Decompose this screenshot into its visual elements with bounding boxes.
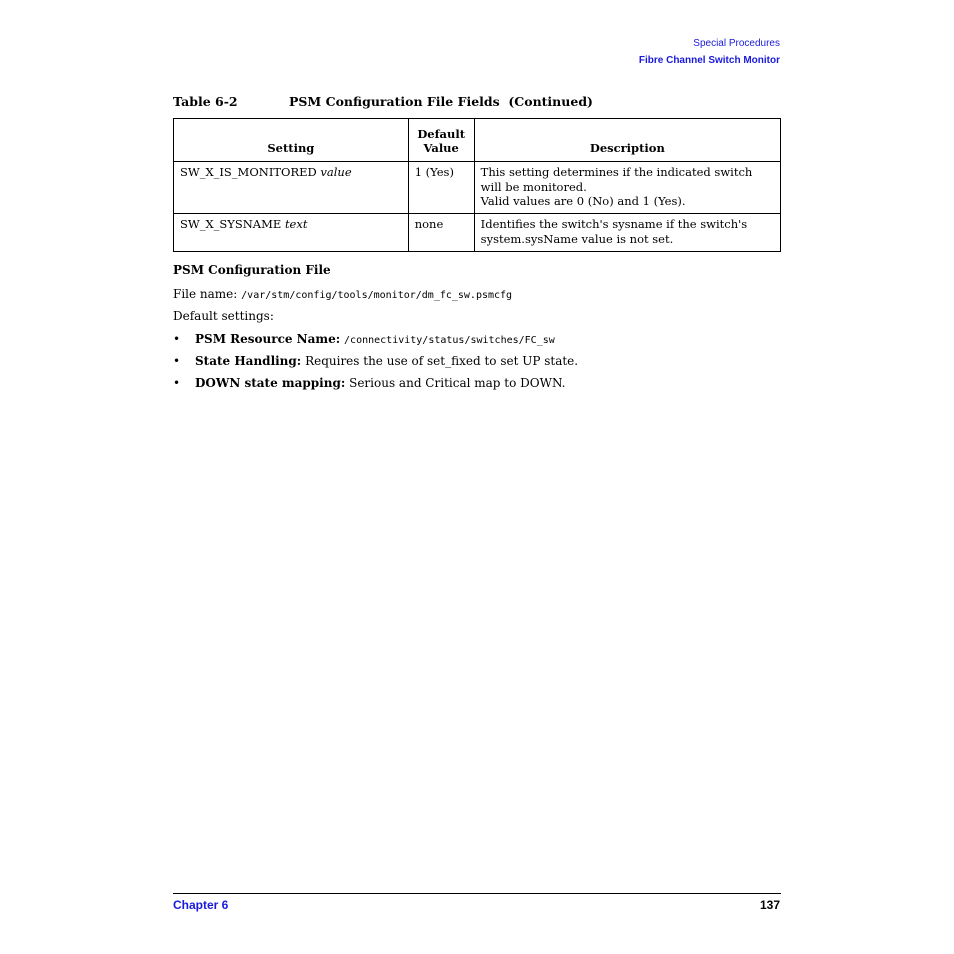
footer-divider: [173, 893, 781, 894]
bullet-label: State Handling:: [195, 354, 302, 368]
cell-setting: [174, 214, 409, 252]
table-row: [174, 162, 781, 214]
bullet-text: Serious and Critical map to DOWN.: [349, 376, 566, 390]
description-text: Valid values are 0 (No) and 1 (Yes).: [480, 194, 686, 208]
column-header-default-line2: Value: [423, 141, 459, 155]
bullet-glyph: •: [173, 376, 181, 390]
file-name-label: File name:: [173, 287, 238, 301]
list-item: [173, 332, 773, 354]
bullet-label: PSM Resource Name:: [195, 332, 341, 346]
running-header-section: Special Procedures: [693, 38, 780, 49]
list-item: [173, 376, 773, 398]
column-header-description: Description: [474, 119, 780, 162]
table-number: Table 6-2: [173, 94, 238, 109]
setting-name: SW_X_IS_MONITORED: [180, 165, 317, 179]
setting-argument: value: [320, 165, 352, 179]
bullet-glyph: •: [173, 354, 181, 368]
description-text: Identifies the switch's sysname if the switch's system.sysName value is not set.: [480, 217, 748, 246]
description-text: This setting determines if the indicated switch will be monitored.: [480, 165, 753, 194]
list-item: [173, 354, 773, 376]
config-fields-table: [173, 118, 781, 252]
page-number: 137: [759, 898, 780, 912]
footer-chapter: Chapter 6: [173, 898, 229, 912]
default-settings-list: [173, 332, 773, 398]
file-name-line: [173, 287, 512, 301]
file-path: /var/stm/config/tools/monitor/dm_fc_sw.psmcfg: [241, 290, 513, 301]
cell-description: [474, 162, 780, 214]
column-header-default-value: [408, 119, 474, 162]
bullet-text: Requires the use of set_fixed to set UP state.: [305, 354, 579, 368]
column-header-default-line1: Default: [417, 127, 466, 141]
cell-description: [474, 214, 780, 252]
running-header-topic: Fibre Channel Switch Monitor: [638, 55, 780, 66]
cell-default-value: 1 (Yes): [408, 162, 474, 214]
setting-name: SW_X_SYSNAME: [180, 217, 282, 231]
setting-argument: text: [284, 217, 308, 231]
table-row: [174, 214, 781, 252]
default-settings-label: Default settings:: [173, 309, 274, 323]
bullet-glyph: •: [173, 332, 181, 346]
cell-setting: [174, 162, 409, 214]
cell-default-value: none: [408, 214, 474, 252]
section-heading: PSM Configuration File: [173, 263, 331, 277]
column-header-setting: Setting: [174, 119, 409, 162]
bullet-text: /connectivity/status/switches/FC_sw: [344, 335, 555, 346]
table-header-row: [174, 119, 781, 162]
table-caption: [173, 94, 781, 109]
bullet-label: DOWN state mapping:: [195, 376, 346, 390]
table-title: PSM Configuration File Fields (Continued): [289, 94, 593, 109]
